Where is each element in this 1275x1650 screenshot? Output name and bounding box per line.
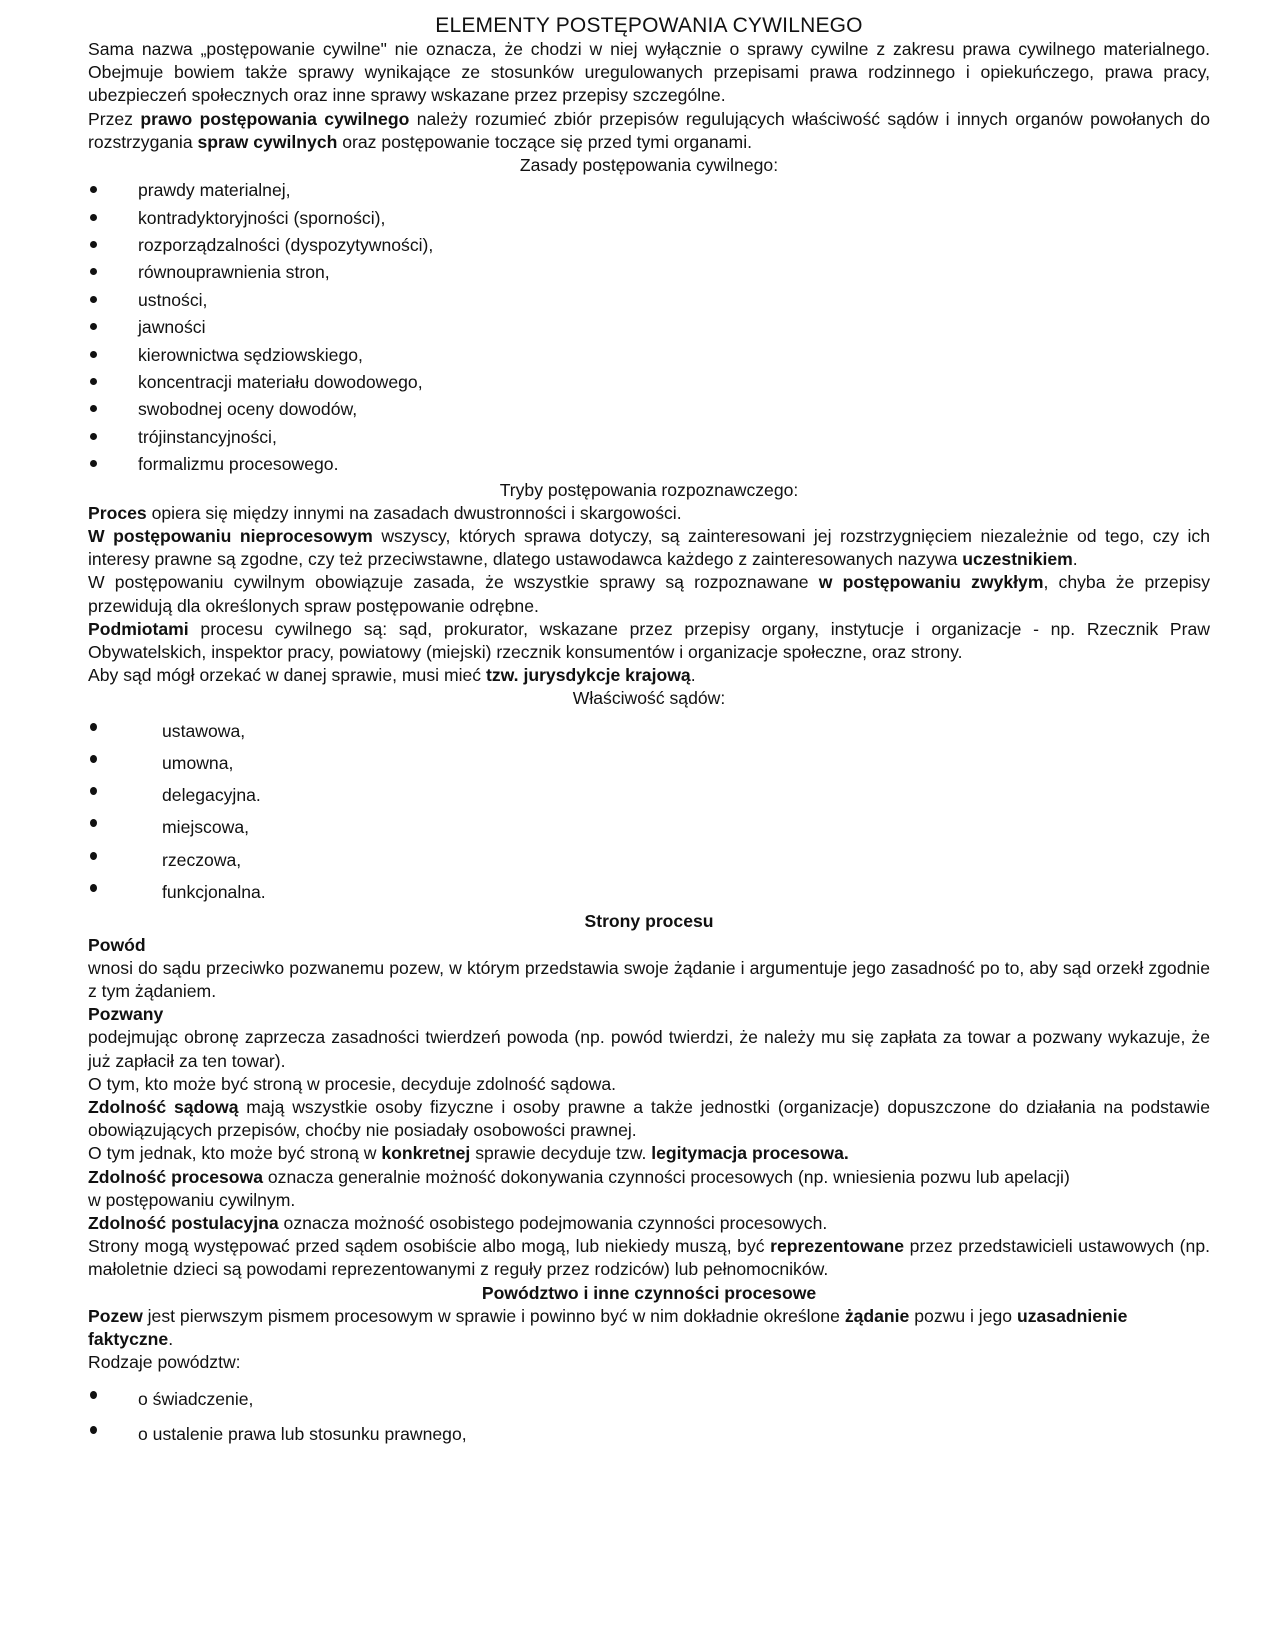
bullet-icon [90,884,97,892]
list-item [88,1417,1210,1452]
bullet-icon [90,1391,97,1399]
bullet-icon [90,323,97,330]
bullet-icon [90,787,97,795]
reprezentacja-paragraph [88,1235,1210,1281]
powod-label: Powód [88,934,146,955]
bullet-icon [90,378,97,385]
list-item [88,259,1210,286]
list-item-text: delegacyjna. [162,785,261,806]
bullet-icon [90,1426,97,1434]
text: . [168,1328,174,1349]
list-item-text: kierownictwa sędziowskiego, [138,344,363,365]
bullet-icon [90,852,97,860]
wlasciwosc-list [88,715,1210,909]
list-item [88,811,1210,843]
list-item [88,369,1210,396]
text: jest pierwszym pismem procesowym w sprawie i powinno być w nim dokładnie określone [142,1305,845,1326]
bold-term: prawo postępowania cywilnego [140,108,410,129]
list-item-text: kontradyktoryjności (sporności), [138,207,386,228]
list-item [88,287,1210,314]
list-item-text: swobodnej oceny dowodów, [138,399,358,420]
list-item [88,342,1210,369]
list-item-text: rzeczowa, [162,849,242,870]
tryby-heading: Tryby postępowania rozpoznawczego: [499,479,799,500]
powod-paragraph: wnosi do sądu przeciwko pozwanemu pozew, w którym przedstawia swoje żądanie i argumentuje jego zasadność po to, aby sąd orzekł zgodnie z tym żądaniem. [88,957,1210,1001]
text: mają wszystkie osoby fizyczne i osoby prawne a także jednostki (organizacje) dopuszczone do działania na podstawie obowiązujących przepisów, choćby nie posiadały osobowości prawnej. [88,1096,1210,1141]
text: opiera się między innymi na zasadach dwustronności i skargowości. [146,502,682,523]
text: oznacza możność osobistego podejmowania czynności procesowych. [278,1212,828,1233]
bold-term: uzasadnienie faktyczne [88,1305,1128,1349]
text: oznacza generalnie możność dokonywania czynności procesowych (np. wniesienia pozwu lub apelacji) [263,1166,1070,1187]
zwykle-paragraph [88,571,1210,617]
bullet-icon [90,296,97,303]
bold-term: uczestnikiem [962,549,1073,570]
list-item-text: równouprawnienia stron, [138,262,330,283]
list-item-text: funkcjonalna. [162,882,266,903]
list-item-text: koncentracji materiału dowodowego, [138,371,423,392]
list-item [88,424,1210,451]
bold-term: legitymacja procesowa. [651,1143,849,1164]
bold-term: tzw. jurysdykcje krajową [485,665,691,686]
bullet-icon [90,755,97,763]
text: sprawie decyduje tzw. [470,1143,652,1164]
text: O tym jednak, kto może być stroną w [88,1143,382,1164]
bullet-icon [90,214,97,221]
bold-term: żądanie [844,1305,910,1326]
bullet-icon [90,268,97,275]
rodzaje-list [88,1382,1210,1452]
text: W postępowaniu cywilnym obowiązuje zasada, że wszystkie sprawy są rozpoznawane [88,572,819,593]
bullet-icon [90,241,97,248]
bold-term: W postępowaniu nieprocesowym [88,525,373,546]
list-item [88,396,1210,423]
bold-term: reprezentowane [770,1236,905,1257]
list-item-text: umowna, [162,752,234,773]
bullet-icon [90,460,97,467]
list-item-text: jawności [138,317,206,338]
list-item [88,876,1210,908]
zdolnosc-procesowa-paragraph [88,1166,1210,1189]
podmioty-paragraph [88,618,1210,664]
bold-term: Zdolność postulacyjna [88,1212,279,1233]
bold-term: Pozew [88,1305,143,1326]
document-title: ELEMENTY POSTĘPOWANIA CYWILNEGO [435,14,863,37]
pozwany-paragraph: podejmując obronę zaprzecza zasadności twierdzeń powoda (np. powód twierdzi, że należy mu się zapłata za towar a pozwany wykazuje, że już zapłacił za ten towar). [88,1027,1210,1071]
powodztwo-heading: Powództwo i inne czynności procesowe [481,1282,817,1303]
bold-term: w postępowaniu zwykłym [818,572,1044,593]
list-item-text: formalizmu procesowego. [138,454,339,475]
intro-paragraph: Sama nazwa „postępowanie cywilne" nie oznacza, że chodzi w niej wyłącznie o sprawy cywilne z zakresu prawa cywilnego materialnego. Obejmuje bowiem także sprawy wynikające ze stosunków uregulowanych przepisami prawa rodzinnego i opiekuńczego, prawa pracy, ubezpieczeń społecznych oraz inne sprawy wskazane przez przepisy szczególne. [88,39,1210,106]
text: , chyba że przepisy przewidują dla określonych spraw postępowanie odrębne. [88,572,1210,616]
list-item [88,205,1210,232]
zdolnosc-sadowa-paragraph [88,1096,1210,1142]
document-page [88,14,1210,1452]
zdolnosc-procesowa-continued: w postępowaniu cywilnym. [88,1189,296,1210]
bold-term: Proces [88,502,147,523]
list-item-text: trójinstancyjności, [138,426,277,447]
bold-term: Zdolność procesowa [88,1166,263,1187]
bullet-icon [90,186,97,193]
legitymacja-paragraph [88,1142,1210,1165]
list-item [88,314,1210,341]
bold-term: Zdolność sądową [88,1096,239,1117]
list-item-text: prawdy materialnej, [138,180,291,201]
nieprocesowe-paragraph [88,525,1210,571]
list-item [88,844,1210,876]
list-item-text: ustawowa, [162,720,246,741]
bullet-icon [90,351,97,358]
list-item-text: ustności, [138,289,208,310]
list-item [88,451,1210,478]
list-item [88,232,1210,259]
list-item [88,747,1210,779]
zasady-list [88,177,1210,478]
strony-heading: Strony procesu [584,911,714,932]
pozew-paragraph [88,1305,1210,1351]
pozwany-label: Pozwany [88,1004,164,1025]
list-item-text: o ustalenie prawa lub stosunku prawnego, [138,1424,467,1445]
list-item [88,1382,1210,1417]
text: należy rozumieć zbiór przepisów regulujących właściwość sądów i innych organów powołanych do rozstrzygania [88,108,1210,152]
text: wszyscy, których sprawa dotyczy, są zainteresowani jej rozstrzygnięciem niezależnie od tego, czy ich interesy prawne są zgodne, czy też przeciwstawne, dlatego ustawodawca każdego z zainteresowanych nazywa [88,525,1210,570]
list-item-text: rozporządzalności (dyspozytywności), [138,235,434,255]
list-item [88,177,1210,204]
text: pozwu i jego [909,1305,1017,1326]
bold-term: Podmiotami [88,618,189,639]
bullet-icon [90,723,97,731]
bullet-icon [90,405,97,412]
definition-paragraph [88,108,1210,154]
text: oraz postępowanie toczące się przed tymi organami. [337,131,752,152]
zasady-heading: Zasady postępowania cywilnego: [519,155,779,176]
proces-paragraph [88,502,1210,525]
list-item [88,715,1210,747]
bold-term: spraw cywilnych [197,131,338,152]
list-item-text: o świadczenie, [138,1389,254,1410]
rodzaje-label: Rodzaje powództw: [88,1352,241,1373]
text: Aby sąd mógł orzekać w danej sprawie, musi mieć [88,665,486,686]
text: . [1072,549,1078,570]
text: procesu cywilnego są: sąd, prokurator, wskazane przez przepisy organy, instytucje i organizacje - np. Rzecznik Praw Obywatelskich, inspektor pracy, powiatowy (miejski) rzecznik konsumentów i organizacje społeczne, oraz strony. [88,618,1210,662]
wlasciwosc-heading: Właściwość sądów: [572,688,726,709]
list-item [88,779,1210,811]
text: Strony mogą występować przed sądem osobiście albo mogą, lub niekiedy muszą, być [88,1236,771,1257]
zdolnosc-intro: O tym, kto może być stroną w procesie, decyduje zdolność sądowa. [88,1073,617,1094]
bullet-icon [90,433,97,440]
jurysdykcja-paragraph [88,664,1210,687]
text: przez przedstawicieli ustawowych (np. małoletnie dzieci są powodami reprezentowanymi z reguły przez rodziców) lub pełnomocników. [88,1236,1210,1280]
list-item-text: miejscowa, [162,817,250,838]
text: Przez [88,108,141,129]
zdolnosc-postulacyjna-paragraph [88,1212,1210,1235]
text: . [690,665,696,686]
bold-term: konkretnej [381,1143,471,1164]
bullet-icon [90,819,97,827]
